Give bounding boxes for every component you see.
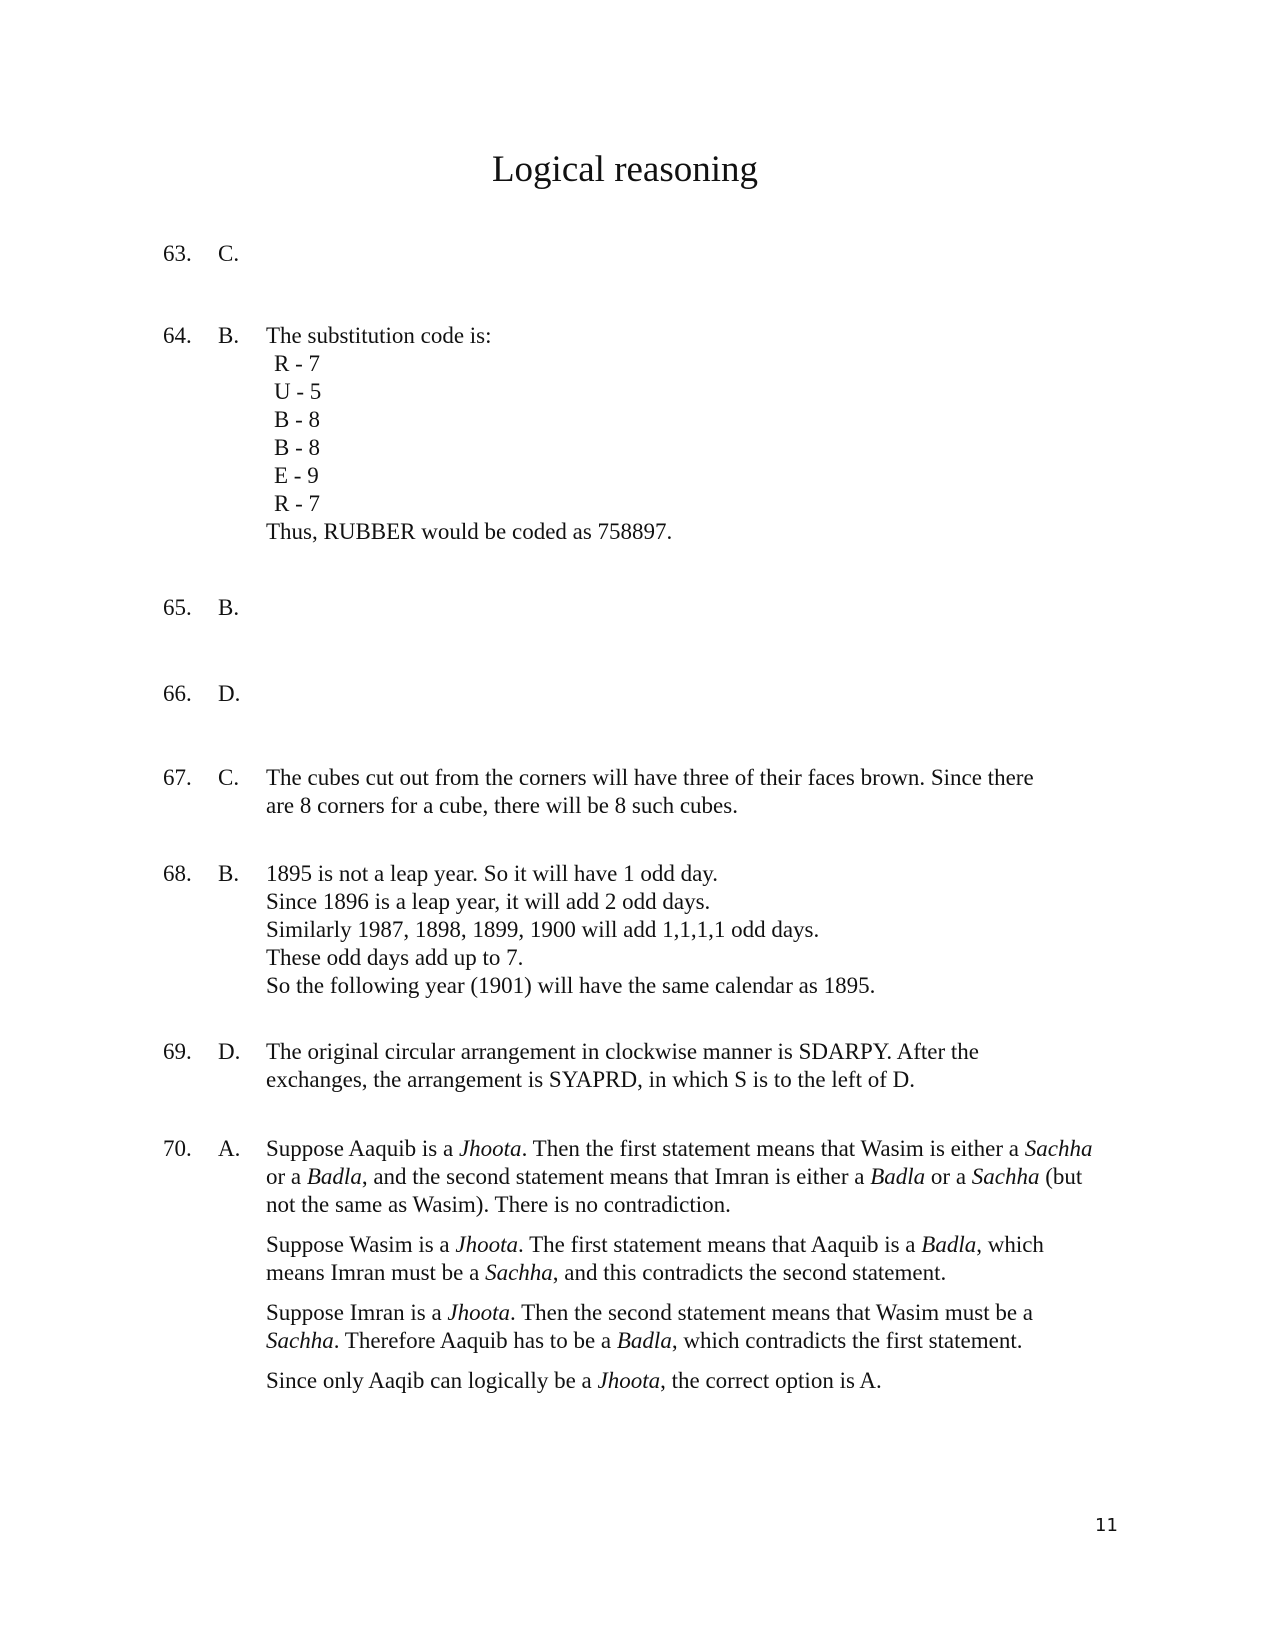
text-segment: or a	[925, 1164, 972, 1189]
code-line: R - 7	[274, 491, 320, 516]
explanation-paragraph	[266, 1231, 1106, 1287]
text-segment: Suppose Imran is a	[266, 1300, 448, 1325]
question-number: 64.	[163, 323, 192, 348]
term-badla: Badla	[921, 1232, 977, 1257]
answer-letter: C.	[218, 765, 240, 790]
term-sachha: Sachha	[266, 1328, 334, 1353]
question-number: 65.	[163, 595, 192, 620]
explanation-intro: The substitution code is:	[266, 323, 492, 348]
code-line: B - 8	[274, 407, 320, 432]
text-segment: . The first statement means that Aaquib is a	[518, 1232, 922, 1257]
page-title: Logical reasoning	[491, 149, 759, 190]
explanation-line: The original circular arrangement in clockwise manner is SDARPY. After the	[266, 1039, 980, 1064]
text-segment: (but not the same as Wasim). There is no contradiction.	[266, 1164, 1083, 1217]
code-line: B - 8	[274, 435, 320, 460]
question-number: 69.	[163, 1039, 192, 1064]
answer-letter: A.	[218, 1136, 241, 1161]
explanation	[266, 1038, 1106, 1094]
text-segment: , which contradicts the first statement.	[671, 1328, 1023, 1353]
answer-letter: D.	[218, 1039, 241, 1064]
term-badla: Badla	[870, 1164, 926, 1189]
explanation-line: exchanges, the arrangement is SYAPRD, in which S is to the left of D.	[266, 1067, 915, 1092]
term-badla: Badla	[306, 1164, 362, 1189]
answer-letter: B.	[218, 323, 240, 348]
answer-letter: C.	[218, 241, 240, 266]
text-segment: , the correct option is A.	[660, 1368, 882, 1393]
term-sachha: Sachha	[485, 1260, 553, 1285]
text-segment: Suppose Aaquib is a	[266, 1136, 459, 1161]
explanation-line: Similarly 1987, 1898, 1899, 1900 will add 1,1,1,1 odd days.	[266, 917, 820, 942]
explanation-line: Since 1896 is a leap year, it will add 2 odd days.	[266, 889, 711, 914]
question-number: 68.	[163, 861, 192, 886]
answer-letter: B.	[218, 595, 240, 620]
term-sachha: Sachha	[1024, 1136, 1093, 1161]
term-jhoota: Jhoota	[447, 1300, 511, 1325]
answer-letter: B.	[218, 861, 240, 886]
text-segment: , and the second statement means that Imran is either a	[361, 1164, 871, 1189]
text-segment: Suppose Wasim is a	[266, 1232, 456, 1257]
text-segment: , and this contradicts the second statement.	[552, 1260, 947, 1285]
explanation-line: 1895 is not a leap year. So it will have 1 odd day.	[266, 861, 719, 886]
page-number: 11	[1095, 1515, 1118, 1536]
term-sachha: Sachha	[971, 1164, 1040, 1189]
question-number: 66.	[163, 681, 192, 706]
text-segment: . Then the second statement means that Wasim must be a	[510, 1300, 1034, 1325]
explanation-conclusion: Thus, RUBBER would be coded as 758897.	[266, 519, 673, 544]
text-segment: or a	[266, 1164, 307, 1189]
text-segment: , which means Imran must be a	[266, 1232, 1044, 1285]
explanation-line: These odd days add up to 7.	[266, 945, 524, 970]
question-number: 70.	[163, 1136, 192, 1161]
explanation-line: are 8 corners for a cube, there will be 8 such cubes.	[266, 793, 738, 818]
term-jhoota: Jhoota	[458, 1136, 522, 1161]
explanation-paragraph	[266, 1299, 1106, 1355]
explanation-paragraph	[266, 1135, 1106, 1219]
text-segment: . Then the first statement means that Wasim is either a	[521, 1136, 1025, 1161]
explanation-paragraph	[266, 1367, 1106, 1395]
code-line: U - 5	[274, 379, 322, 404]
explanation	[266, 860, 1106, 1000]
term-jhoota: Jhoota	[597, 1368, 661, 1393]
text-segment: . Therefore Aaquib has to be a	[333, 1328, 617, 1353]
term-jhoota: Jhoota	[455, 1232, 518, 1257]
explanation	[266, 1135, 1106, 1407]
answer-letter: D.	[218, 681, 241, 706]
text-segment: Since only Aaqib can logically be a	[266, 1368, 598, 1393]
term-badla: Badla	[616, 1328, 672, 1353]
explanation-line: So the following year (1901) will have the same calendar as 1895.	[266, 973, 876, 998]
question-number: 63.	[163, 241, 192, 266]
code-line: R - 7	[274, 351, 320, 376]
explanation	[266, 322, 1106, 546]
code-line: E - 9	[274, 463, 319, 488]
question-number: 67.	[163, 765, 192, 790]
explanation	[266, 764, 1106, 820]
explanation-line: The cubes cut out from the corners will have three of their faces brown. Since there	[266, 765, 1034, 790]
